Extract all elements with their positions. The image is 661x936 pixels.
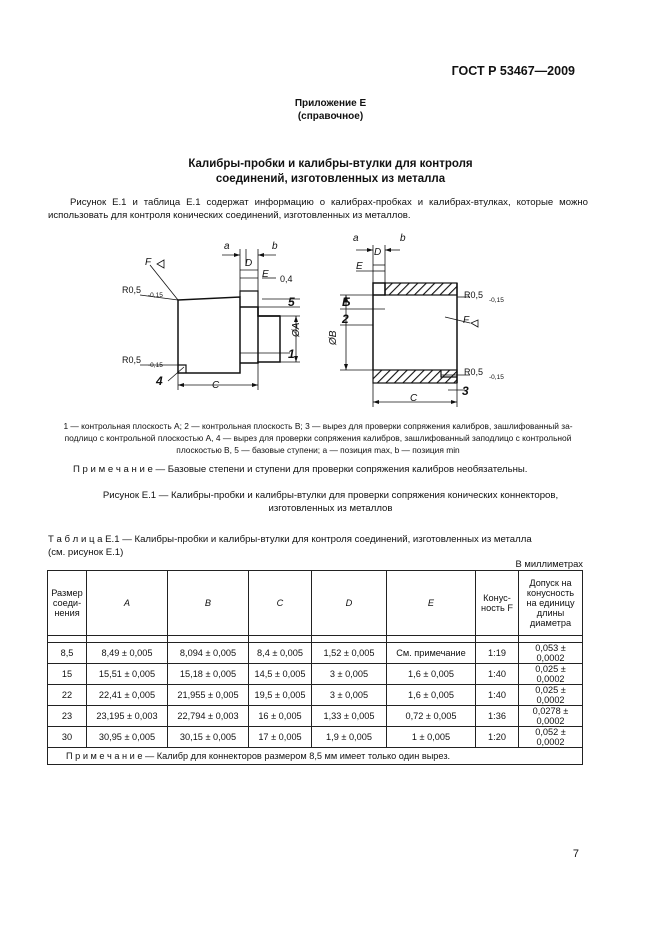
table-row — [48, 643, 583, 664]
label-d-left: D — [245, 258, 253, 269]
table-cell: 8,49 ± 0,005 — [87, 643, 168, 664]
table-cell: 23 — [48, 706, 87, 727]
col-header-f: Конус-ность F — [476, 571, 519, 636]
label-c-left: C — [212, 380, 220, 391]
table-cell: 1,6 ± 0,005 — [387, 685, 476, 706]
figure-note-text: — Базовые степени и ступени для проверки сопряжения калибров необязательны. — [152, 464, 528, 475]
table-spacer-row — [48, 636, 583, 643]
page-number: 7 — [572, 848, 579, 860]
table-cell: 1:19 — [476, 643, 519, 664]
table-cell: 0,025 ± 0,0002 — [519, 685, 583, 706]
figure-legend-line2: подлицо с контрольной плоскостью А, 4 — вырез для проверки сопряжения калибров, зашлифованный заподлицо с контрольной — [64, 433, 572, 443]
table-cell: 21,955 ± 0,005 — [168, 685, 249, 706]
section-title-line2: соединений, изготовленных из металла — [215, 173, 446, 185]
label-r-top-right: R0,5 — [464, 290, 484, 300]
label-b-right: b — [400, 233, 406, 244]
table-cell: 19,5 ± 0,005 — [249, 685, 312, 706]
col-header-size: Размер соеди-нения — [48, 571, 87, 636]
figure-caption-line2: изготовленных из металлов — [268, 503, 393, 514]
table-cell: 16 ± 0,005 — [249, 706, 312, 727]
label-a-left: a — [224, 241, 230, 252]
label-r-bottom-right: R0,5 — [464, 367, 484, 377]
label-1-left: 1 — [288, 347, 295, 361]
table-note-label: П р и м е ч а н и е — [66, 751, 143, 761]
label-tol-top-right: -0,15 — [489, 297, 504, 304]
plug-gauge-drawing — [178, 291, 280, 373]
table-cell: 22,41 ± 0,005 — [87, 685, 168, 706]
figure-note-label: П р и м е ч а н и е — [73, 464, 153, 475]
table-cell: 1:40 — [476, 664, 519, 685]
intro-paragraph: Рисунок Е.1 и таблица Е.1 содержат информацию о калибрах-пробках и калибрах-втулках, которые можно использовать для контроля конических соединений, изготовленных из металлов. — [48, 197, 588, 221]
section-title-line1: Калибры-пробки и калибры-втулки для контроля — [188, 158, 473, 170]
table-cell: 1,9 ± 0,005 — [312, 727, 387, 748]
col-header-tolerance: Допуск на конусность на единицу длины диаметра — [519, 571, 583, 636]
table-cell: 0,72 ± 0,005 — [387, 706, 476, 727]
table-cell: 0,053 ± 0,0002 — [519, 643, 583, 664]
figure-legend-line3: плоскостью В, 5 — базовые ступени; а — позиция max, b — позиция min — [176, 445, 460, 455]
label-d-right: D — [374, 247, 382, 258]
table-cell: 8,5 — [48, 643, 87, 664]
table-units: В миллиметрах — [515, 558, 583, 569]
table-caption-text: Е.1 — Калибры-пробки и калибры-втулки для контроля соединений, изготовленных из металла — [102, 534, 532, 545]
label-5-left: 5 — [288, 295, 295, 309]
table-cell: 0,052 ± 0,0002 — [519, 727, 583, 748]
table-cell: 1:40 — [476, 685, 519, 706]
col-header-c: C — [249, 571, 312, 636]
figure-note — [73, 464, 613, 475]
annex-title: Приложение Е — [294, 98, 367, 109]
figure-legend-line1: 1 — контрольная плоскость А; 2 — контрольная плоскость В; 3 — вырез для проверки сопряжения калибров, зашлифованный за- — [63, 421, 573, 431]
table-note-row — [48, 748, 583, 765]
col-header-b: B — [168, 571, 249, 636]
table-cell: 15 — [48, 664, 87, 685]
table-row — [48, 727, 583, 748]
table-cell: 8,094 ± 0,005 — [168, 643, 249, 664]
table-cell: 30,15 ± 0,005 — [168, 727, 249, 748]
table-cell: 1,52 ± 0,005 — [312, 643, 387, 664]
table-cell: 8,4 ± 0,005 — [249, 643, 312, 664]
table-cell: 1 ± 0,005 — [387, 727, 476, 748]
table-cell: 1:36 — [476, 706, 519, 727]
label-tol-bottom-right: -0,15 — [489, 374, 504, 381]
table-cell: 17 ± 0,005 — [249, 727, 312, 748]
table-caption-ref: (см. рисунок Е.1) — [48, 547, 124, 558]
table-row — [48, 706, 583, 727]
ring-gauge-drawing — [373, 283, 457, 383]
table-cell: 15,18 ± 0,005 — [168, 664, 249, 685]
table-note — [48, 748, 583, 765]
table-caption — [48, 533, 588, 546]
label-angle-left: 0,4 — [280, 274, 293, 284]
table-row — [48, 664, 583, 685]
label-f-left: F — [145, 257, 152, 268]
label-tol-top-left: -0,15 — [148, 292, 163, 299]
table-e1 — [47, 570, 583, 765]
figure-e1 — [0, 225, 661, 415]
col-header-a: A — [87, 571, 168, 636]
label-tol-bottom-left: -0,15 — [148, 362, 163, 369]
table-cell: 3 ± 0,005 — [312, 685, 387, 706]
table-cell: 15,51 ± 0,005 — [87, 664, 168, 685]
label-f-right: F — [463, 315, 470, 326]
label-b-left: b — [272, 241, 278, 252]
table-cell: 1:20 — [476, 727, 519, 748]
table-cell: 22,794 ± 0,003 — [168, 706, 249, 727]
label-r-top-left: R0,5 — [122, 285, 142, 295]
standard-number: ГОСТ Р 53467—2009 — [451, 64, 575, 78]
table-cell: 1,33 ± 0,005 — [312, 706, 387, 727]
table-row — [48, 685, 583, 706]
label-e-left: E — [262, 269, 269, 280]
table-caption-label: Т а б л и ц а — [48, 534, 103, 545]
table-cell: 23,195 ± 0,003 — [87, 706, 168, 727]
label-b-cyr-right: Б — [342, 295, 351, 309]
table-header-row — [48, 571, 583, 636]
table-cell: 14,5 ± 0,005 — [249, 664, 312, 685]
label-a-right: a — [353, 233, 359, 244]
table-cell: 0,025 ± 0,0002 — [519, 664, 583, 685]
col-header-e: E — [387, 571, 476, 636]
label-r-bottom-left: R0,5 — [122, 355, 142, 365]
table-cell: 30,95 ± 0,005 — [87, 727, 168, 748]
col-header-d: D — [312, 571, 387, 636]
annex-type: (справочное) — [297, 111, 364, 122]
label-3-right: 3 — [462, 384, 469, 398]
label-e-right: E — [356, 261, 363, 272]
table-cell: 3 ± 0,005 — [312, 664, 387, 685]
label-diameter-a: ØA — [291, 322, 302, 337]
table-cell: 0,0278 ± 0,0002 — [519, 706, 583, 727]
label-4-left: 4 — [156, 374, 163, 388]
table-cell: См. примечание — [387, 643, 476, 664]
figure-caption-line1: Рисунок Е.1 — Калибры-пробки и калибры-втулки для проверки сопряжения конических коннекторов, — [102, 490, 559, 501]
label-diameter-b: ØB — [328, 330, 339, 345]
table-note-text: — Калибр для коннекторов размером 8,5 мм имеет только один вырез. — [142, 751, 451, 761]
label-c-right: C — [410, 393, 418, 404]
table-cell: 22 — [48, 685, 87, 706]
table-cell: 30 — [48, 727, 87, 748]
label-2-right: 2 — [342, 312, 349, 326]
table-cell: 1,6 ± 0,005 — [387, 664, 476, 685]
